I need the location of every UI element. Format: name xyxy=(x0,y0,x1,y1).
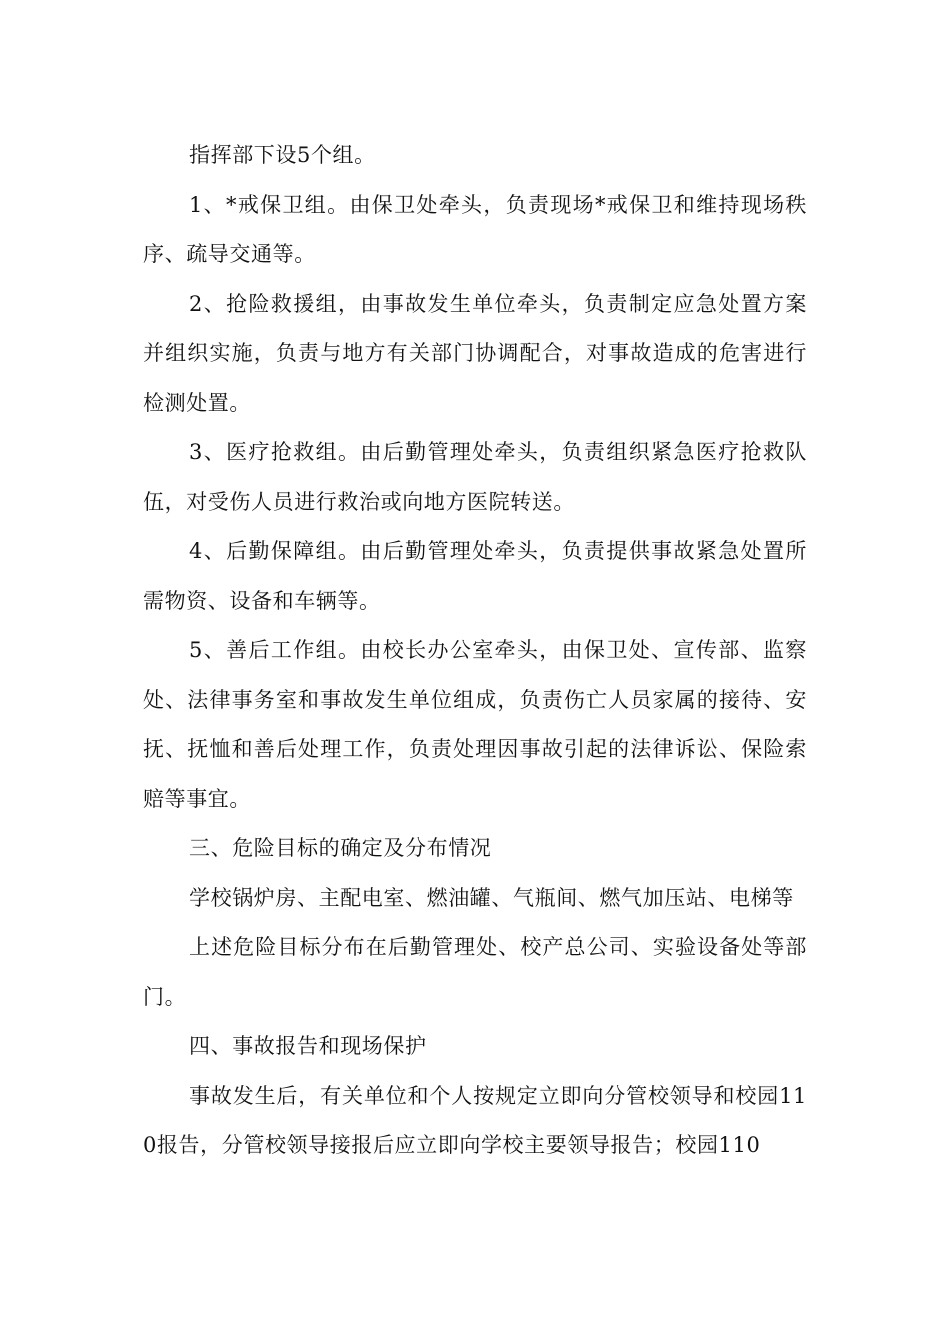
paragraph-security-group: 1、*戒保卫组。由保卫处牵头，负责现场*戒保卫和维持现场秩序、疏导交通等。 xyxy=(143,192,807,266)
paragraph-rescue-group: 2、抢险救援组，由事故发生单位牵头，负责制定应急处置方案并组织实施，负责与地方有关部门协调配合，对事故造成的危害进行检测处置。 xyxy=(143,291,807,415)
paragraph-accident-report: 事故发生后，有关单位和个人按规定立即向分管校领导和校园110报告，分管校领导接报后应立即向学校主要领导报告；校园110 xyxy=(143,1083,807,1157)
paragraph-intro: 指挥部下设5个组。 xyxy=(189,143,376,167)
section-heading-hazard-targets: 三、危险目标的确定及分布情况 xyxy=(189,836,492,860)
section-heading-accident-report: 四、事故报告和现场保护 xyxy=(189,1034,427,1058)
document-body xyxy=(143,131,807,1171)
paragraph-logistics-group: 4、后勤保障组。由后勤管理处牵头，负责提供事故紧急处置所需物资、设备和车辆等。 xyxy=(143,539,807,613)
paragraph-hazard-list: 学校锅炉房、主配电室、燃油罐、气瓶间、燃气加压站、电梯等 xyxy=(189,885,794,910)
paragraph-medical-group: 3、医疗抢救组。由后勤管理处牵头，负责组织紧急医疗抢救队伍，对受伤人员进行救治或向地方医院转送。 xyxy=(143,440,807,514)
paragraph-aftermath-group: 5、善后工作组。由校长办公室牵头，由保卫处、宣传部、监察处、法律事务室和事故发生单位组成，负责伤亡人员家属的接待、安抚、抚恤和善后处理工作，负责处理因事故引起的法律诉讼、保险索赔等事宜。 xyxy=(143,638,807,811)
paragraph-hazard-distribution: 上述危险目标分布在后勤管理处、校产总公司、实验设备处等部门。 xyxy=(143,935,807,1009)
